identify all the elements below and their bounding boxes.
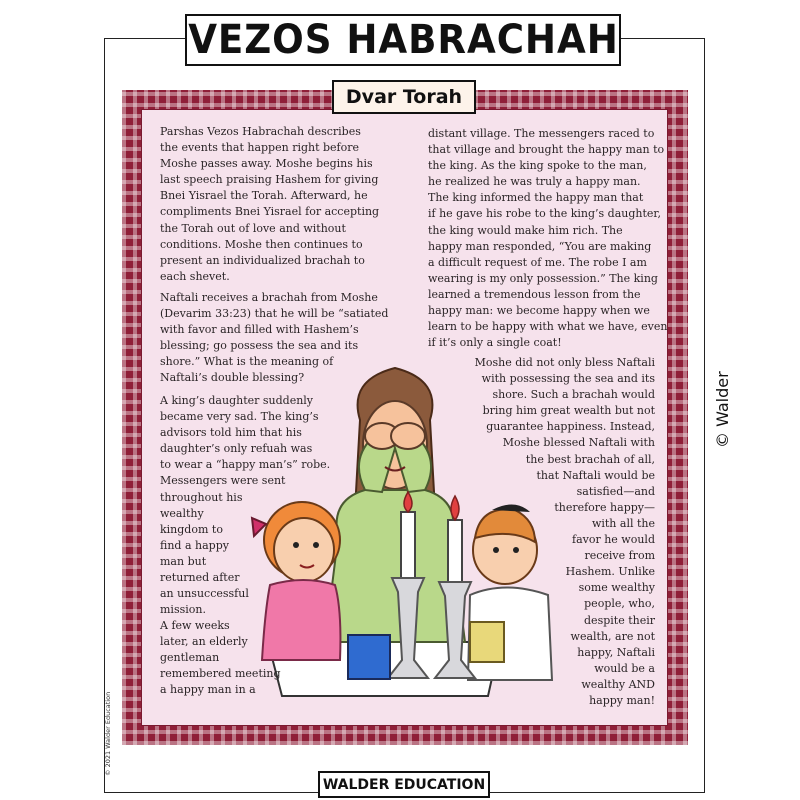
paragraph-moshe-blessing: Moshe did not only bless Naftali with possessing the sea and its shore. Such a brachah would bring him great wealth but not guarantee happiness. Instead, Moshe blessed Naftali with the best brachah of all, that Naftali would be satisfied—and therefore happy— with all the favor he would receive from Hashem. Unlike some wealthy people, who, despite their wealth, are not happy, Naftali would be a wealthy AND happy man! xyxy=(474,356,655,707)
footer-box xyxy=(318,771,490,798)
footer-brand: WALDER EDUCATION xyxy=(322,776,486,793)
paragraph-naftali-brachah: Naftali receives a brachah from Moshe (Devarim 33:23) that he will be “satiated with favor and filled with Hashem’s blessing; go possess the sea and its shore.” What is the meaning of Naftali’s double blessing? xyxy=(160,291,389,385)
page-title: VEZOS HABRACHAH xyxy=(187,17,619,63)
paragraph-kings-daughter: A king’s daughter suddenly became very sad. The king’s advisors told him that his daughter’s only refuah was to wear a “happy man’s” robe. Messengers were sent throughout his wealthy kingdom to find a happy man but returned after an unsuccessful mission. xyxy=(160,394,331,617)
tzedakah-box xyxy=(348,635,390,679)
section-subtitle: Dvar Torah xyxy=(345,86,463,108)
paragraph-happy-man: distant village. The messengers raced to that village and brought the happy man to the king. As the king spoke to the man, he realized he was truly a happy man. The king informed the happy man that if he gave his robe to the king’s daughter, the king would make him rich. The happy man responded, “You are making a difficult request of me. The robe I am wearing is my only possession.” The king learned a tremendous lesson from the happy man: we become happy when we learn to be happy with what we have, even if it’s only a single coat! xyxy=(428,127,668,350)
copyright-small: © 2021 Walder Education xyxy=(104,691,112,776)
paragraph-elderly-gentleman: A few weeks later, an elderly gentleman remembered meeting a happy man in a xyxy=(160,619,281,697)
subtitle-box xyxy=(332,80,476,114)
copyright-vertical: © Walder xyxy=(713,371,732,448)
title-box xyxy=(185,14,621,66)
mother-figure xyxy=(325,368,465,642)
paragraph-intro: Parshas Vezos Habrachah describes the events that happen right before Moshe passes away. Moshe begins his last speech praising Hashem for giving Bnei Yisrael the Torah. Afterward, he compliments Bnei Yisrael for accepting the Torah out of love and without conditions. Moshe then continues to present an individualized brachah to each shevet. xyxy=(160,125,380,283)
